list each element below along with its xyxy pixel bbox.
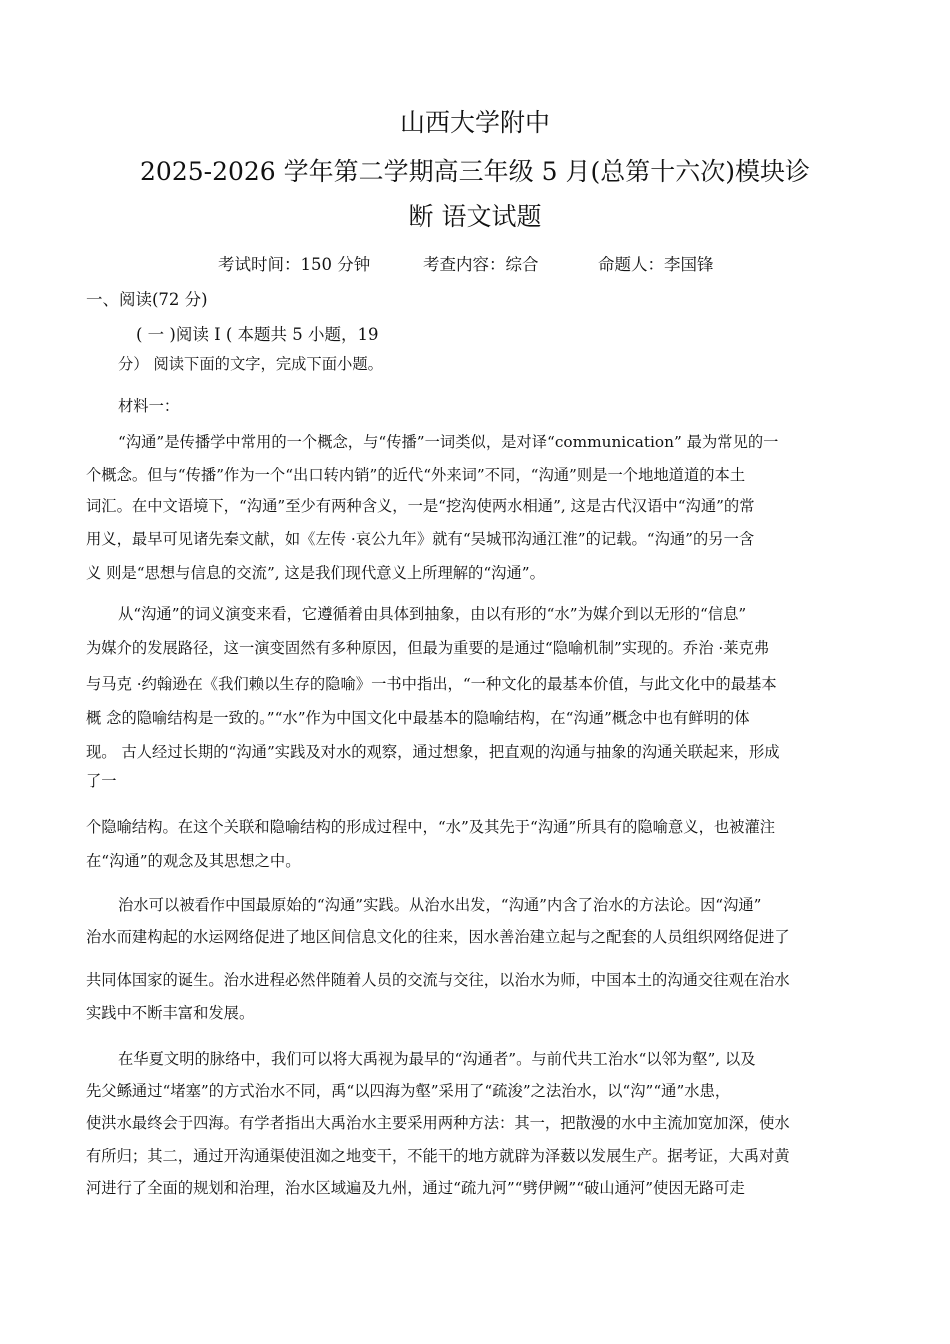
passage-line: 个概念。但与“传播”作为一个“出口转内销”的近代“外来词”不同，“沟通”则是一个地地道道的本土 xyxy=(86,466,746,484)
passage-line: 有所归；其二，通过开沟通渠使沮洳之地变干，不能干的地方就辟为泽薮以发展生产。据考证，大禹对黄 xyxy=(86,1147,790,1165)
passage-line: 用义，最早可见诸先秦文献，如《左传 ·哀公九年》就有“吴城邗沟通江淮”的记载。“沟通”的另一含 xyxy=(86,530,755,548)
passage-line: 使洪水最终会于四海。有学者指出大禹治水主要采用两种方法：其一，把散漫的水中主流加宽加深，使水 xyxy=(86,1114,790,1132)
sub-heading-line-1: ( 一 )阅读 I ( 本题共 5 小题，19 xyxy=(136,325,379,344)
section-heading: 一、阅读(72 分) xyxy=(86,290,208,309)
passage-line: 治水可以被看作中国最原始的“沟通”实践。从治水出发，“沟通”内含了治水的方法论。因“沟通” xyxy=(118,896,762,914)
passage-line: 词汇。在中文语境下，“沟通”至少有两种含义，一是“挖沟使两水相通”, 这是古代汉语中“沟通”的常 xyxy=(86,497,755,515)
passage-line: 在“沟通”的观念及其思想之中。 xyxy=(86,852,301,870)
passage-line: 个隐喻结构。在这个关联和隐喻结构的形成过程中，“水”及其先于“沟通”所具有的隐喻意义，也被灌注 xyxy=(86,818,776,836)
passage-line: “沟通”是传播学中常用的一个概念，与“传播”一词类似，是对译“communication” 最为常见的一 xyxy=(118,433,779,451)
exam-author: 命题人：李国锋 xyxy=(598,255,714,274)
passage-line: 概 念的隐喻结构是一致的。”“水”作为中国文化中最基本的隐喻结构，在“沟通”概念中也有鲜明的体 xyxy=(86,709,750,727)
passage-line: 共同体国家的诞生。治水进程必然伴随着人员的交流与交往，以治水为师，中国本土的沟通交往观在治水 xyxy=(86,971,790,989)
passage-line: 为媒介的发展路径，这一演变固然有多种原因，但最为重要的是通过“隐喻机制”实现的。乔治 ·莱克弗 xyxy=(86,639,770,657)
passage-line: 河进行了全面的规划和治理，治水区域遍及九州，通过“疏九河”“劈伊阙”“破山通河”使因无路可走 xyxy=(86,1179,745,1197)
sub-heading-line-2: 分） 阅读下面的文字，完成下面小题。 xyxy=(118,355,383,373)
passage-line: 先父鲧通过“堵塞”的方式治水不同，禹“以四海为壑”采用了“疏浚”之法治水，以“沟”“通”水患， xyxy=(86,1082,731,1100)
passage-line: 在华夏文明的脉络中，我们可以将大禹视为最早的“沟通者”。与前代共工治水“以邻为壑”, 以及 xyxy=(118,1050,756,1068)
passage-line: 与马克 ·约翰逊在《我们赖以生存的隐喻》一书中指出，“一种文化的最基本价值，与此文化中的最基本 xyxy=(86,675,777,693)
passage-line: 义 则是“思想与信息的交流”, 这是我们现代意义上所理解的“沟通”。 xyxy=(86,564,545,582)
exam-title-line-2: 断 语文试题 xyxy=(408,202,542,231)
passage-line: 从“沟通”的词义演变来看，它遵循着由具体到抽象，由以有形的“水”为媒介到以无形的“信息” xyxy=(118,605,747,623)
exam-title-line-1: 2025-2026 学年第二学期高三年级 5 月(总第十六次)模块诊 xyxy=(140,157,810,186)
passage-line: 治水而建构起的水运网络促进了地区间信息文化的往来，因水善治建立起与之配套的人员组织网络促进了 xyxy=(86,928,790,946)
exam-content: 考查内容：综合 xyxy=(423,255,539,274)
exam-time: 考试时间：150 分钟 xyxy=(218,255,371,274)
school-name: 山西大学附中 xyxy=(399,108,550,137)
passage-line: 现。 古人经过长期的“沟通”实践及对水的观察，通过想象，把直观的沟通与抽象的沟通关联起来，形成 xyxy=(86,743,780,761)
material-label: 材料一： xyxy=(118,397,180,415)
passage-line: 了一 xyxy=(86,772,117,790)
passage-line: 实践中不断丰富和发展。 xyxy=(86,1004,255,1022)
